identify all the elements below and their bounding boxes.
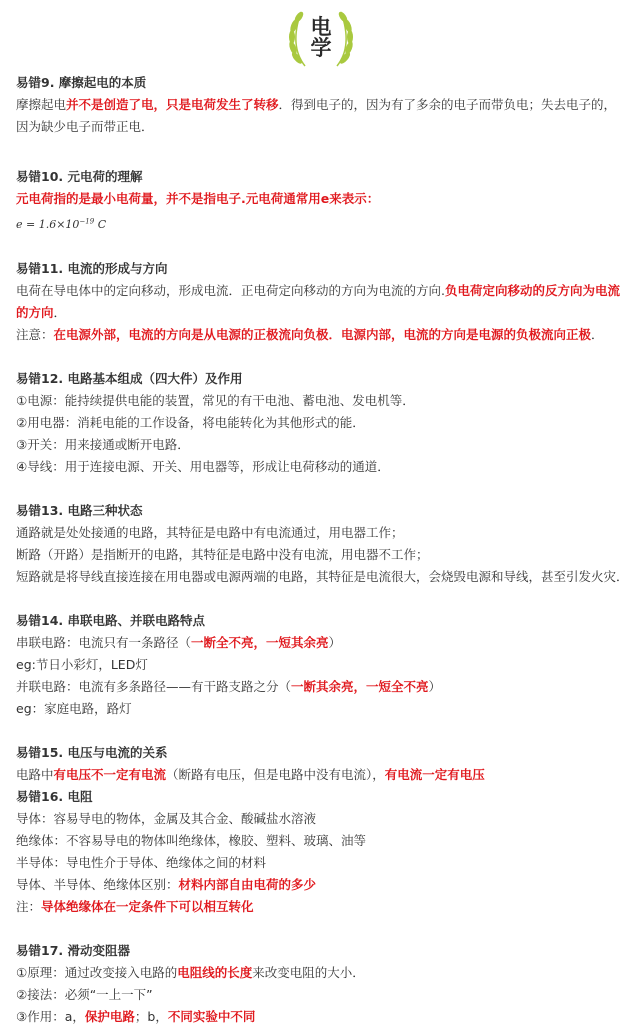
text-run: 摩擦起电 [16,97,67,112]
section-16 [16,786,624,918]
section-10-title: 易错10. 元电荷的理解 [16,169,143,184]
list-item: ④导线：用于连接电源、开关、用电器等，形成让电荷移动的通道． [16,458,390,474]
badge-title [283,17,359,59]
list-item: 短路就是将导线直接连接在用电器或电源两端的电路，其特征是电流很大，会烧毁电源和导线，甚至引发火灾． [16,568,629,584]
section-14-title: 易错14. 串联电路、并联电路特点 [16,612,205,628]
highlight-text: 一断其余亮，一短全不亮 [291,678,429,694]
list-item: eg：家庭电路，路灯 [16,700,132,716]
list-item [16,632,624,654]
list-item [16,874,624,896]
text-run: ） [428,678,442,694]
list-item [16,1006,624,1028]
section-9-title: 易错9. 摩擦起电的本质 [16,75,147,90]
section-17-title: 易错17. 滑动变阻器 [16,942,130,958]
section-11 [16,258,624,346]
list-item: 半导体：导电性介于导体、绝缘体之间的材料 [16,854,267,870]
list-item [16,896,624,918]
text-run: 电荷在导电体中的定向移动，形成电流．正电荷定向移动的方向为电流的方向. [16,282,445,298]
text-run: （断路有电压，但是电路中没有电流）， [166,766,385,782]
section-11-note [16,324,624,346]
highlight-text: 有电流一定有电压 [384,766,485,782]
section-12 [16,368,624,478]
list-item: ②用电器：消耗电能的工作设备，将电能转化为其他形式的能． [16,414,365,430]
formula-base: e = 1.6×10 [16,217,80,231]
highlight-text: 在电源外部，电流的方向是从电源的正极流向负极．电源内部，电流的方向是电源的负极流向正极 [53,326,592,342]
highlight-text: 不同实验中不同 [167,1008,256,1024]
note-label: 注意： [16,326,54,342]
content [16,72,629,1028]
text-run: 来改变电阻的大小． [252,964,365,980]
section-10-formula [16,210,624,236]
list-item: 通路就是处处接通的电路，其特征是电路中有电流通过，用电器工作； [16,524,404,540]
section-10 [16,166,624,236]
highlight-text: 负电荷定向移动的反方向为电流的方向 [16,282,620,320]
list-item [16,764,624,786]
highlight-text: 保护电路 [84,1008,135,1024]
note-label: 注： [16,898,42,914]
section-16-title: 易错16. 电阻 [16,788,93,804]
section-13 [16,500,629,588]
list-item: ①电源：能持续提供电能的装置，常见的有干电池、蓄电池、发电机等． [16,392,415,408]
text-run: 串联电路：电流只有一条路径（ [16,634,192,650]
subject-badge [283,6,359,70]
section-15-title: 易错15. 电压与电流的关系 [16,744,168,760]
list-item [16,962,624,984]
section-9-paragraph [16,94,624,138]
text-run: ． [591,326,604,342]
formula-unit: C [97,217,107,231]
highlight-text: 材料内部自由电荷的多少 [178,876,317,892]
section-12-title: 易错12. 电路基本组成（四大件）及作用 [16,370,243,386]
list-item: 绝缘体：不容易导电的物体叫绝缘体，橡胶、塑料、玻璃、油等 [16,832,367,848]
highlight-text: 电阻线的长度 [177,964,253,980]
text-run: 并联电路：电流有多条路径——有干路支路之分（ [16,678,292,694]
badge-char-1: 电 [310,15,332,39]
section-11-title: 易错11. 电流的形成与方向 [16,260,168,276]
list-item: ③开关：用来接通或断开电路． [16,436,190,452]
section-9 [16,72,624,138]
text-run: 导体、半导体、绝缘体区别： [16,876,179,892]
badge-char-2: 学 [310,36,332,60]
list-item [16,676,624,698]
text-run: ；b， [134,1008,168,1024]
highlight-text: 一断全不亮，一短其余亮 [191,634,329,650]
section-11-paragraph [16,280,624,324]
section-14 [16,610,624,720]
text-run: ） [328,634,342,650]
formula-exponent: −19 [79,217,95,225]
list-item: eg:节日小彩灯，LED灯 [16,656,148,672]
highlight-text: 有电压不一定有电流 [53,766,167,782]
text-run: ③作用：a， [16,1008,85,1024]
list-item: 断路（开路）是指断开的电路，其特征是电路中没有电流，用电器不工作； [16,546,429,562]
section-15 [16,742,624,786]
section-17 [16,940,624,1028]
section-10-highlight: 元电荷指的是最小电荷量，并不是指电子.元电荷通常用e来表示： [16,191,380,206]
list-item: ②接法：必须“一上一下” [16,986,153,1002]
text-run: ． [53,304,67,320]
text-run: ．得到电子的，因为有了多余的电子而带负电；失去电子的，因为缺少电子而带正电． [16,97,617,134]
highlight-text: 导体绝缘体在一定条件下可以相互转化 [41,898,254,914]
section-13-title: 易错13. 电路三种状态 [16,502,143,518]
highlight-text: 并不是创造了电，只是电荷发生了转移 [66,97,279,112]
text-run: ①原理：通过改变接入电路的 [16,964,178,980]
text-run: 电路中 [16,766,54,782]
list-item: 导体：容易导电的物体，金属及其合金、酸碱盐水溶液 [16,810,317,826]
